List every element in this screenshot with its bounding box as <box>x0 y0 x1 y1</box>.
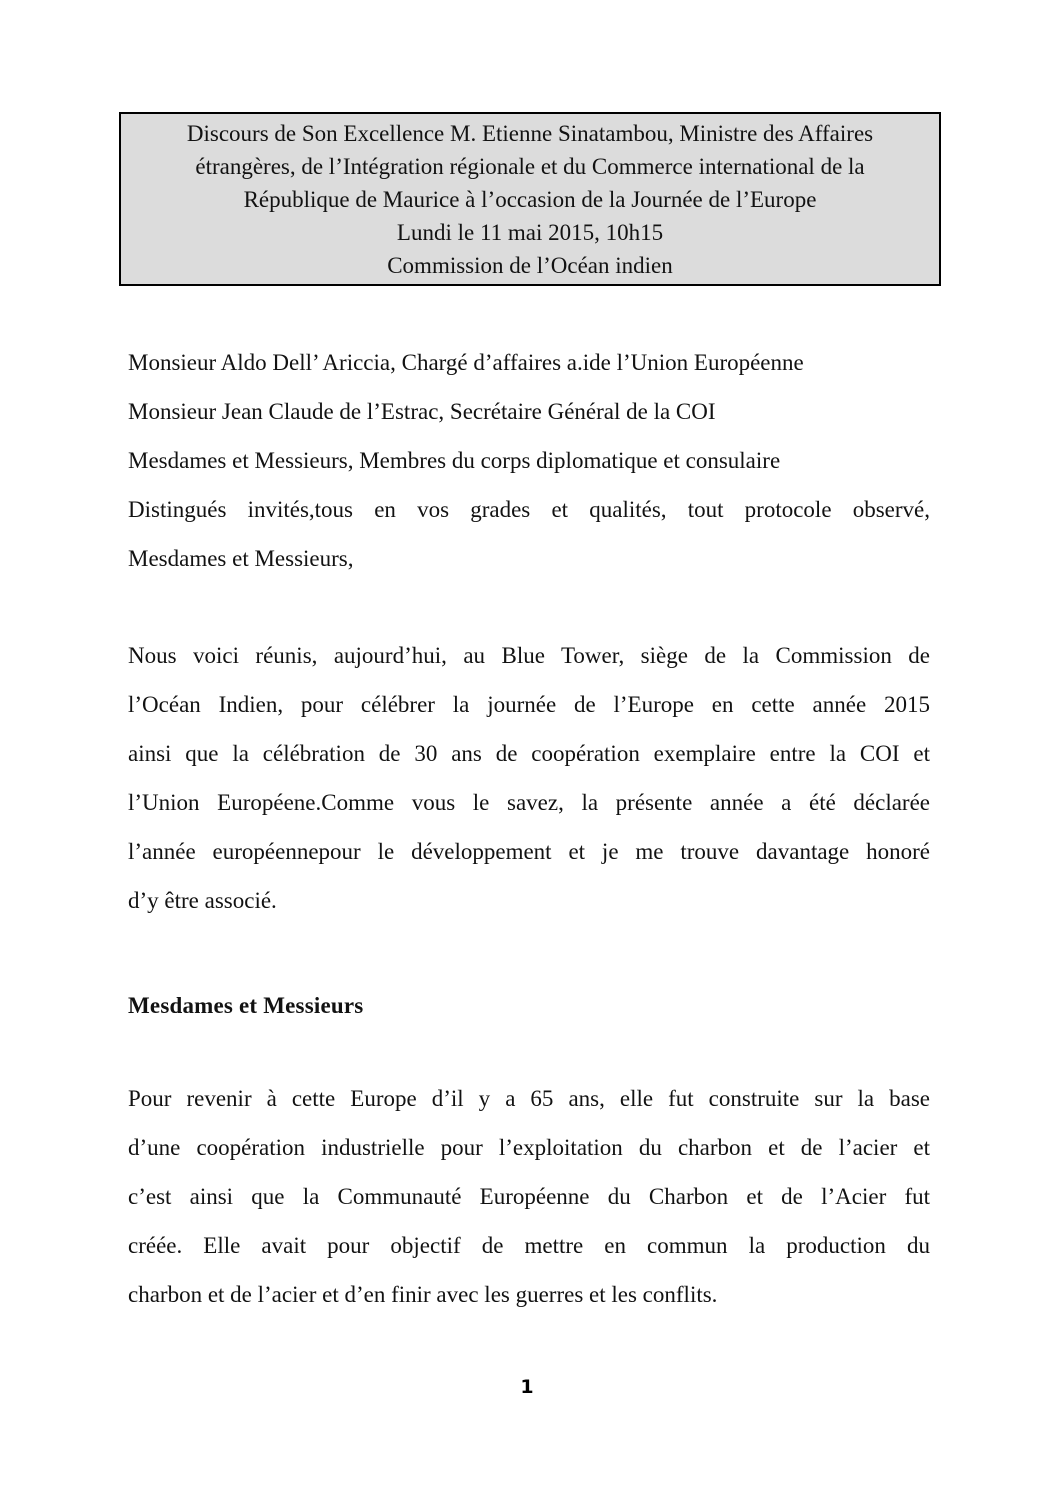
title-venue-line: Commission de l’Océan indien <box>387 253 673 278</box>
paragraph-line: charbon et de l’acier et d’en finir avec les guerres et les conflits. <box>128 1282 718 1307</box>
paragraph-line: ainsi que la célébration de 30 ans de coopération exemplaire entre la COI et <box>128 741 930 766</box>
salutation-paragraph <box>128 485 930 583</box>
page-number: 1 <box>520 1376 534 1398</box>
section-heading: Mesdames et Messieurs <box>128 993 364 1018</box>
salutation-line: Mesdames et Messieurs, <box>128 546 354 571</box>
salutation-line: Monsieur Aldo Dell’ Ariccia, Chargé d’affaires a.ide l’Union Européenne <box>128 350 804 375</box>
title-date-line: Lundi le 11 mai 2015, 10h15 <box>396 220 664 245</box>
paragraph-line: l’année européennepour le développement et je me trouve davantage honoré <box>128 839 930 864</box>
salutation-line: Distingués invités,tous en vos grades et qualités, tout protocole observé, <box>128 497 930 522</box>
paragraph-europe-day <box>128 631 930 925</box>
title-box <box>119 112 941 286</box>
paragraph-line: créée. Elle avait pour objectif de mettre en commun la production du <box>128 1233 930 1258</box>
title-line: Discours de Son Excellence M. Etienne Sinatambou, Ministre des Affaires <box>186 121 874 146</box>
salutation-line: Monsieur Jean Claude de l’Estrac, Secrétaire Général de la COI <box>128 399 716 424</box>
title-line: étrangères, de l’Intégration régionale et du Commerce international de la <box>195 154 865 179</box>
paragraph-line: d’une coopération industrielle pour l’exploitation du charbon et de l’acier et <box>128 1135 930 1160</box>
salutation-line: Mesdames et Messieurs, Membres du corps diplomatique et consulaire <box>128 448 781 473</box>
paragraph-line: l’Océan Indien, pour célébrer la journée de l’Europe en cette année 2015 <box>128 692 930 717</box>
paragraph-line: Nous voici réunis, aujourd’hui, au Blue Tower, siège de la Commission de <box>128 643 930 668</box>
paragraph-europe-history <box>128 1074 930 1319</box>
paragraph-line: d’y être associé. <box>128 888 277 913</box>
title-line: République de Maurice à l’occasion de la Journée de l’Europe <box>243 187 817 212</box>
paragraph-line: Pour revenir à cette Europe d’il y a 65 ans, elle fut construite sur la base <box>128 1086 930 1111</box>
paragraph-line: l’Union Européene.Comme vous le savez, la présente année a été déclarée <box>128 790 930 815</box>
paragraph-line: c’est ainsi que la Communauté Européenne du Charbon et de l’Acier fut <box>128 1184 930 1209</box>
document-body <box>128 338 930 1319</box>
